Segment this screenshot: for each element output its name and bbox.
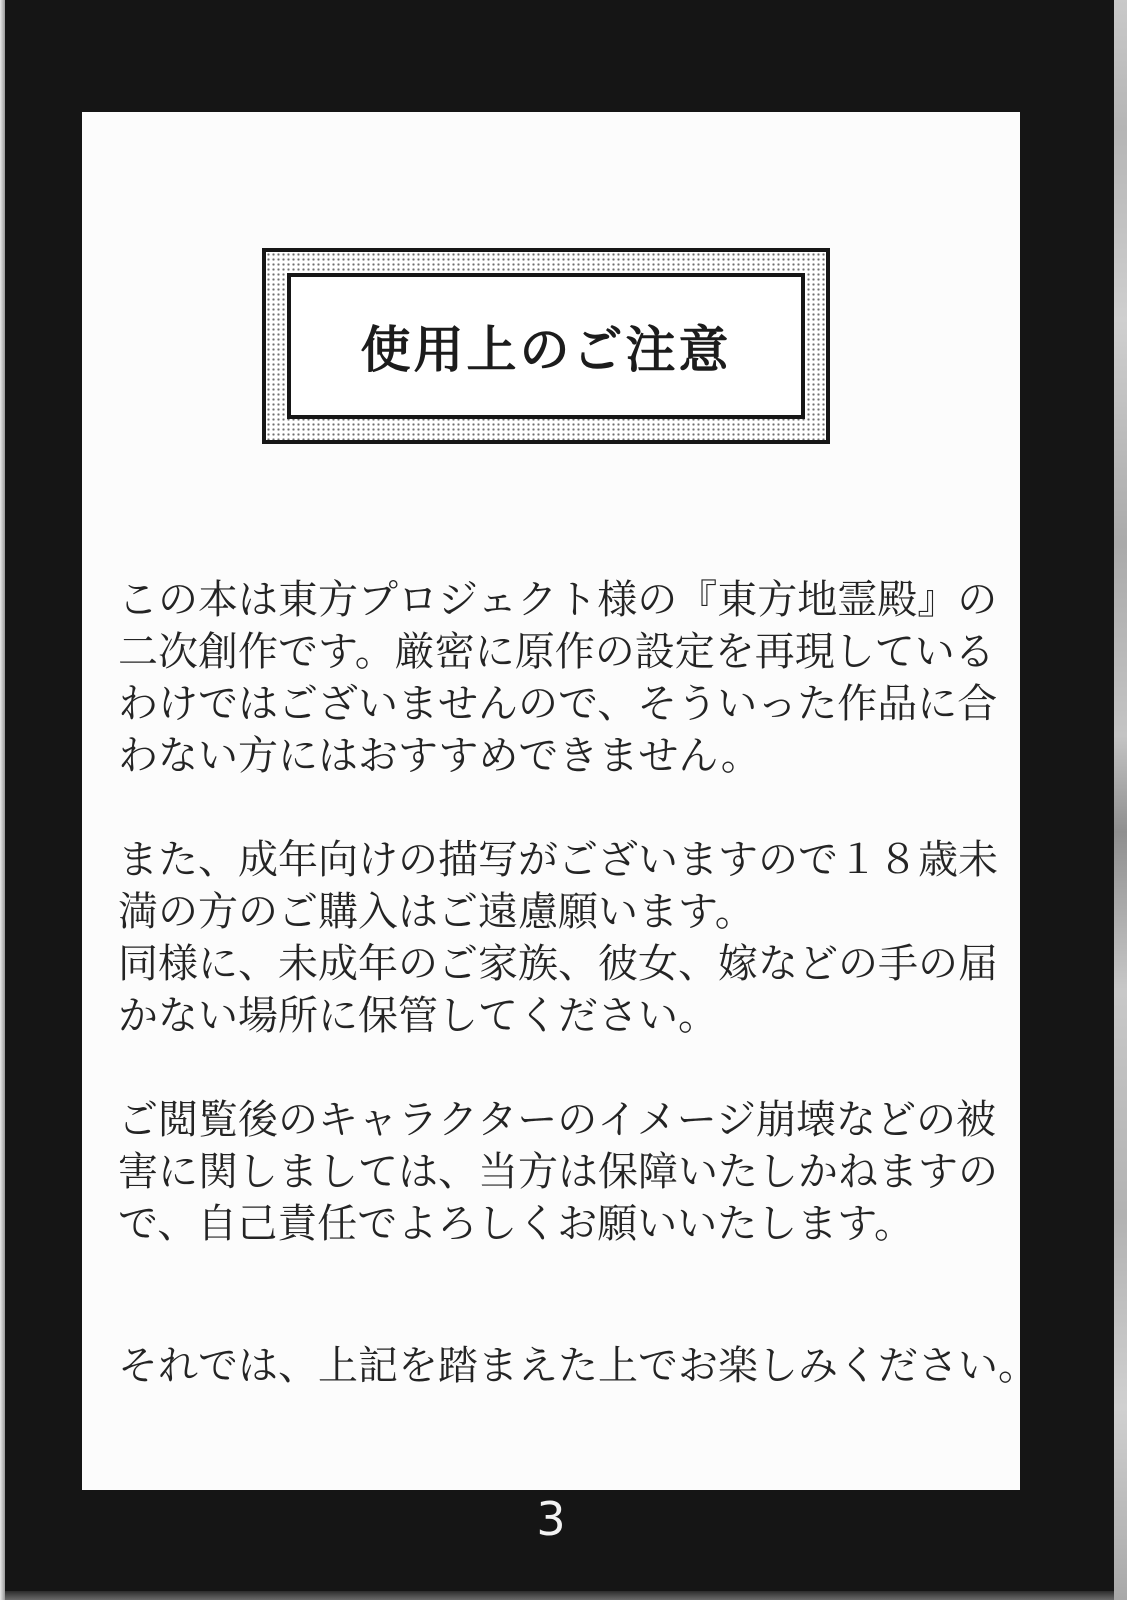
text-line: 満の方のご購入はご遠慮願います。	[118, 889, 755, 935]
page-number: 3	[536, 1492, 566, 1546]
black-page-frame	[5, 0, 1114, 1591]
text-line: わない方にはおすすめできません。	[118, 733, 761, 779]
text-line: で、自己責任でよろしくお願いいたします。	[118, 1201, 914, 1247]
notice-body-text	[118, 574, 1038, 1392]
notice-title-box-inner	[287, 273, 805, 419]
text-line: また、成年向けの描写がございますので１８歳未	[118, 837, 998, 883]
text-line: わけではございませんので、そういった作品に合	[118, 681, 998, 727]
paper-page	[82, 112, 1038, 1490]
paragraph-liability	[118, 1094, 1016, 1250]
text-line: 二次創作です。厳密に原作の設定を再現している	[118, 629, 995, 675]
text-line: かない場所に保管してください。	[118, 993, 718, 1039]
scan-left-edge	[0, 0, 5, 1600]
text-line: ご閲覧後のキャラクターのイメージ崩壊などの被	[118, 1097, 996, 1143]
paragraph-closing	[118, 1340, 1038, 1392]
paragraph-age-warning	[118, 834, 1016, 1042]
paragraph-disclaimer	[118, 574, 1016, 782]
scan-page-edge-strip	[1114, 0, 1127, 1600]
page-title: 使用上のご注意	[360, 320, 732, 379]
text-line: この本は東方プロジェクト様の『東方地霊殿』の	[118, 577, 998, 623]
text-line: それでは、上記を踏まえた上でお楽しみください。	[118, 1343, 1038, 1389]
notice-title-box	[262, 248, 830, 444]
text-line: 同様に、未成年のご家族、彼女、嫁などの手の届	[118, 941, 998, 987]
text-line: 害に関しましては、当方は保障いたしかねますの	[118, 1149, 998, 1195]
scan-bottom-edge	[0, 1591, 1127, 1600]
